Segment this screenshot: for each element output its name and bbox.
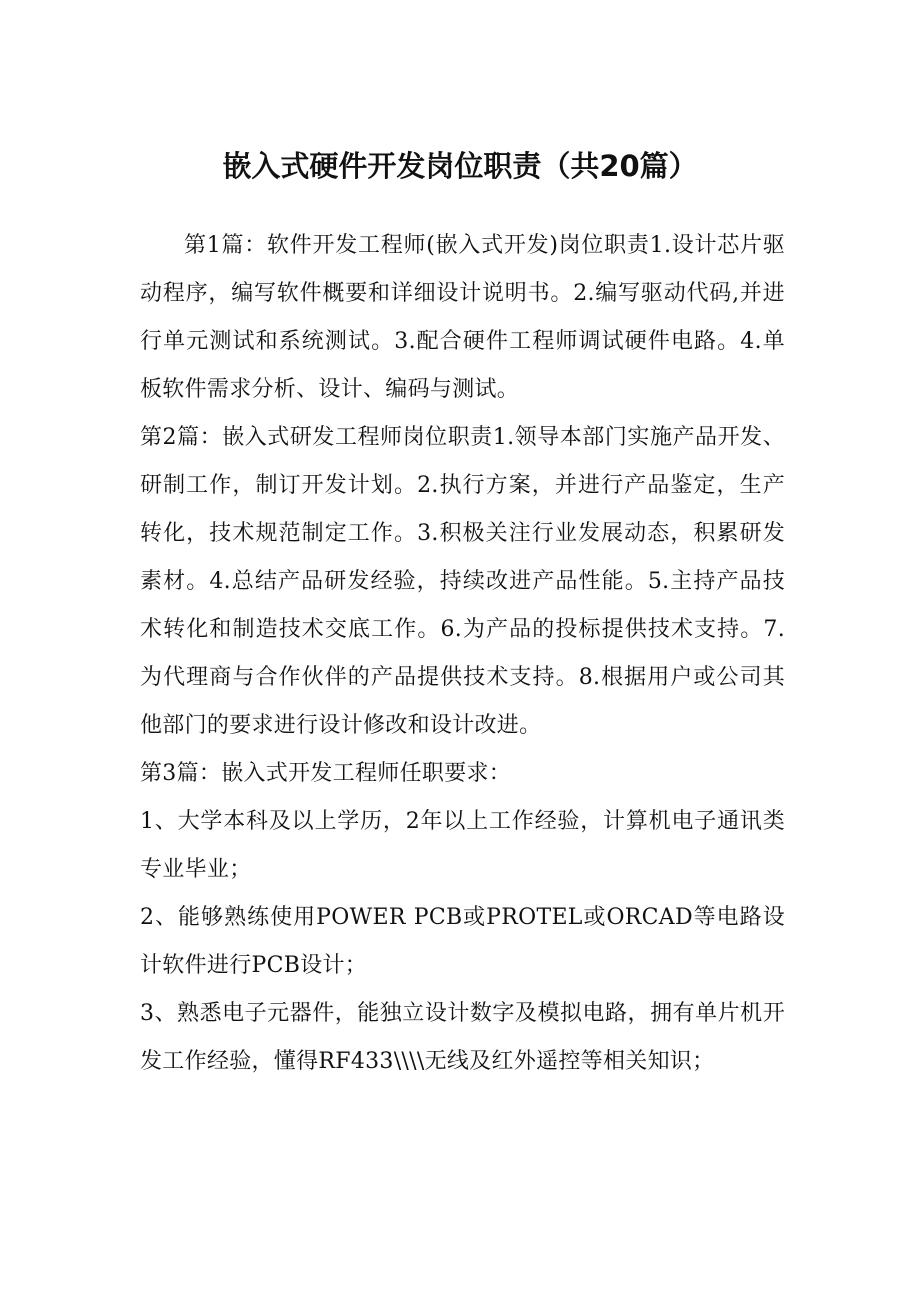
paragraph-6: 3、熟悉电子元器件，能独立设计数字及模拟电路，拥有单片机开发工作经验，懂得RF433\\\\无线及红外遥控等相关知识； [140,1001,785,1074]
paragraph-4: 1、大学本科及以上学历，2年以上工作经验，计算机电子通讯类专业毕业； [140,809,785,882]
paragraph-1: 第1篇：软件开发工程师(嵌入式开发)岗位职责1.设计芯片驱动程序，编写软件概要和详细设计说明书。2.编写驱动代码,并进行单元测试和系统测试。3.配合硬件工程师调试硬件电路。4.单板软件需求分析、设计、编码与测试。 [140,233,785,402]
document-title: 嵌入式硬件开发岗位职责（共20篇） [222,149,698,183]
paragraph-2: 第2篇：嵌入式研发工程师岗位职责1.领导本部门实施产品开发、研制工作，制订开发计划。2.执行方案，并进行产品鉴定，生产转化，技术规范制定工作。3.积极关注行业发展动态，积累研发素材。4.总结产品研发经验，持续改进产品性能。5.主持产品技术转化和制造技术交底工作。6.为产品的投标提供技术支持。7.为代理商与合作伙伴的产品提供技术支持。8.根据用户或公司其他部门的要求进行设计修改和设计改进。 [140,425,785,738]
paragraph-3: 第3篇：嵌入式开发工程师任职要求： [140,761,512,786]
paragraph-5: 2、能够熟练使用POWER PCB或PROTEL或ORCAD等电路设计软件进行PCB设计； [140,905,785,978]
document-body [140,222,785,1086]
